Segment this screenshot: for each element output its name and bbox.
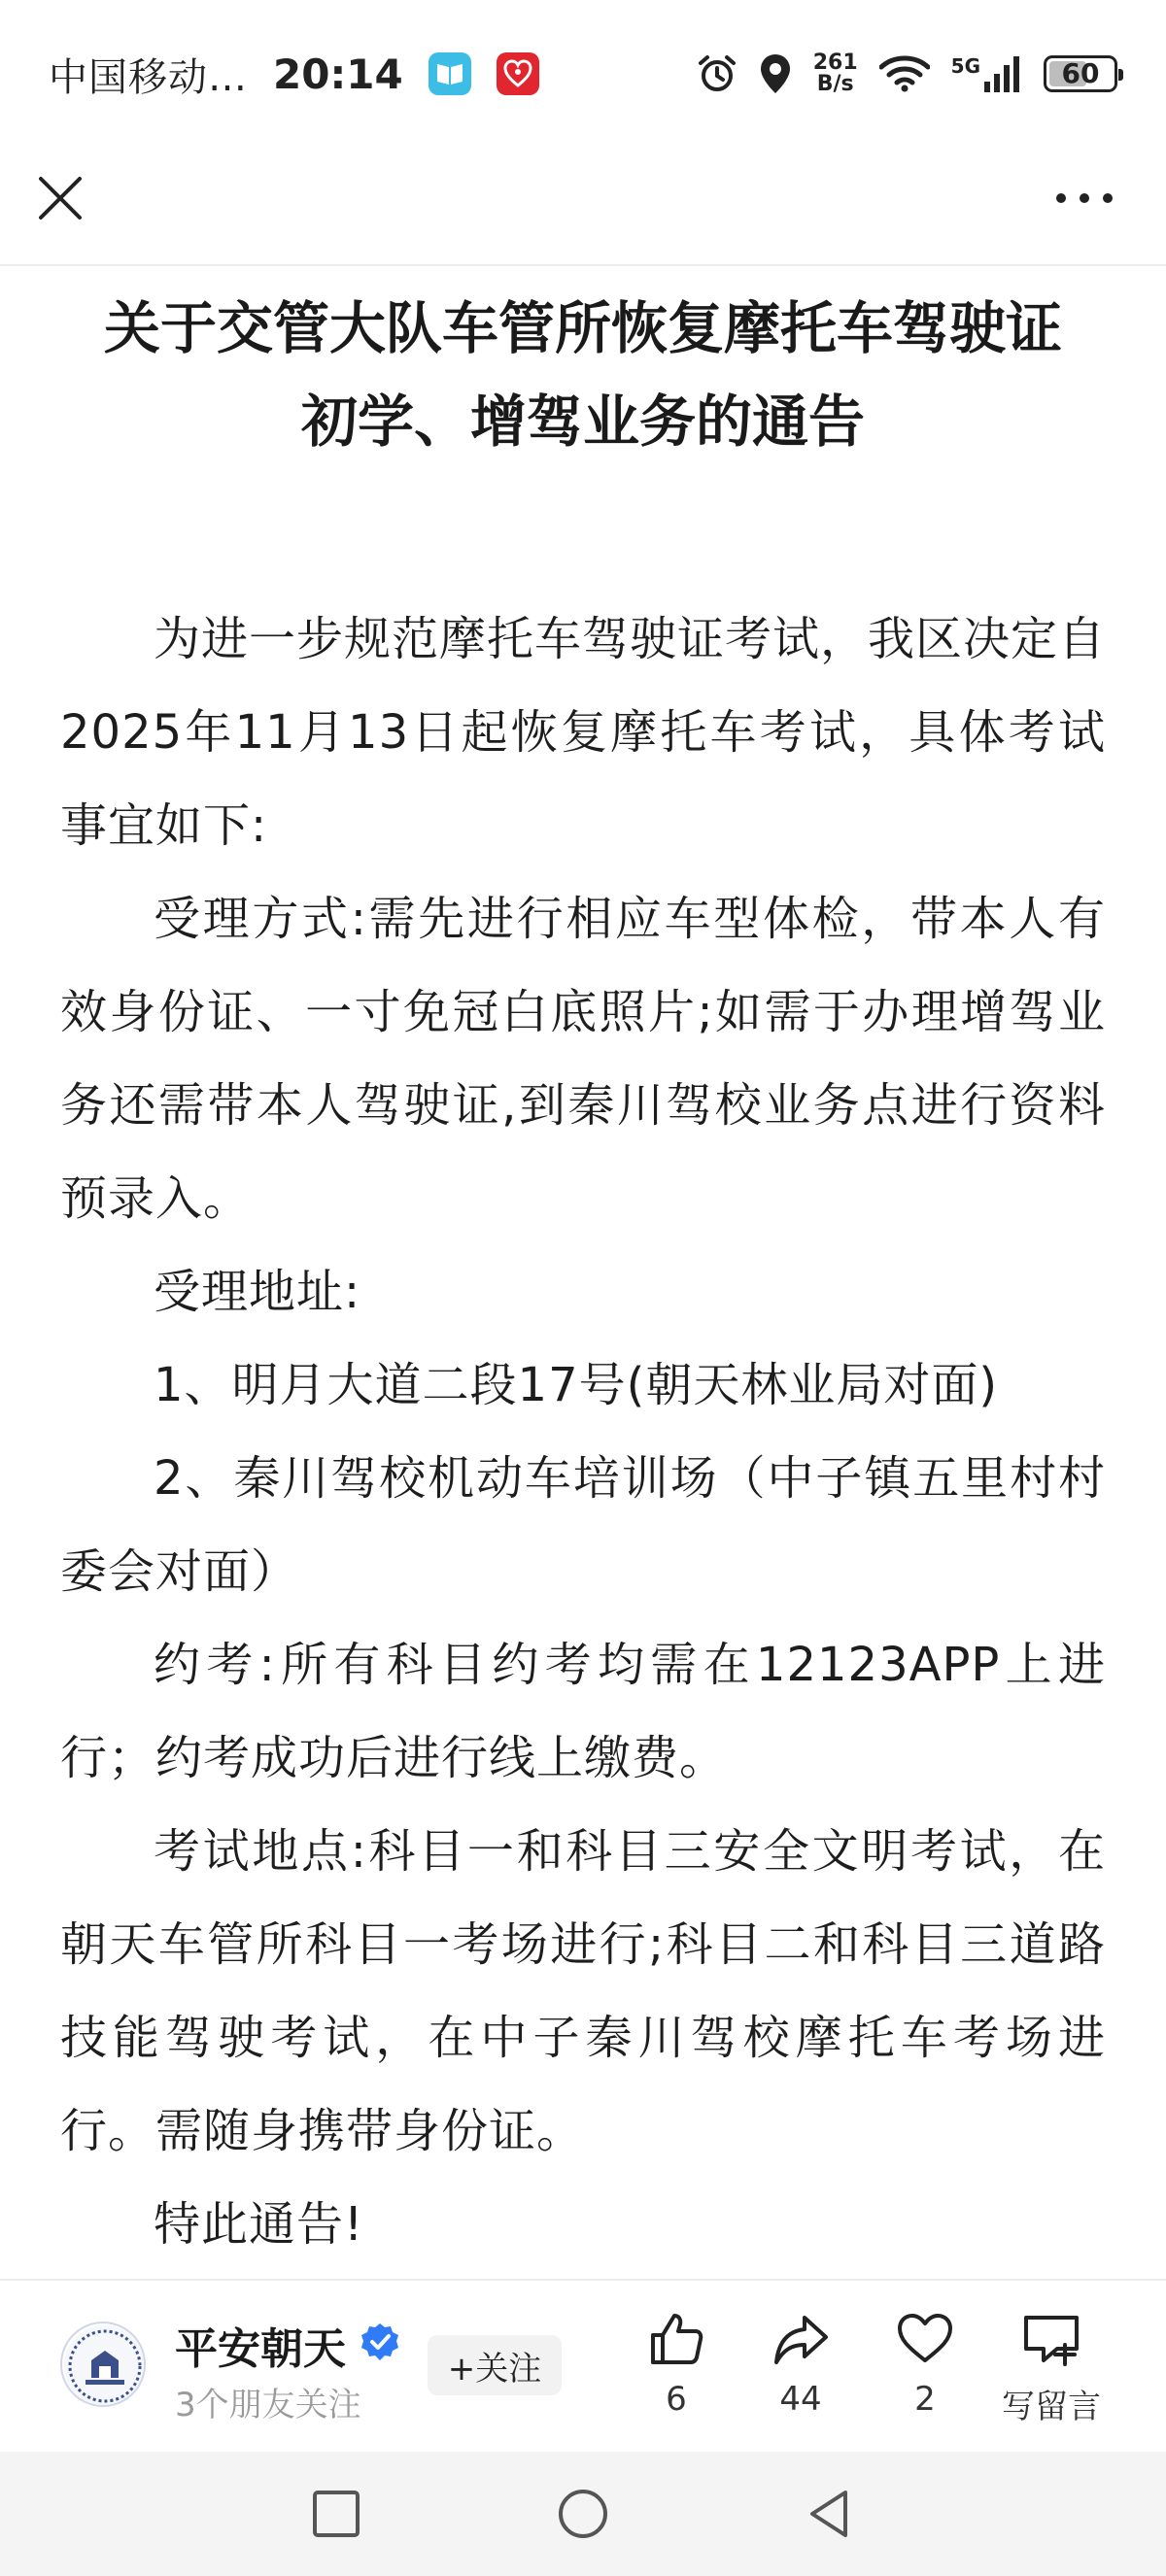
system-navigation-bar [0, 2452, 1166, 2576]
like-button[interactable] [618, 2310, 735, 2419]
alarm-icon [697, 53, 737, 94]
battery-icon [1044, 55, 1117, 92]
article-paragraph: 为进一步规范摩托车驾驶证考试，我区决定自2025年11月13日起恢复摩托车考试，具体考试事宜如下: [60, 612, 1107, 853]
share-arrow-icon [772, 2310, 830, 2368]
net-speed-unit: B/s [816, 72, 854, 96]
carrier-name: 中国移动… [49, 54, 248, 100]
book-app-icon [429, 52, 471, 95]
article-action-bar [0, 2279, 1166, 2452]
article-paragraph: 受理方式:需先进行相应车型体检，带本人有效身份证、一寸免冠白底照片;如需于办理增驾业务还需带本人驾驶证,到秦川驾校业务点进行资料预录入。 [60, 892, 1106, 1226]
article-title-line-1: 关于交管大队车管所恢复摩托车驾驶证 [103, 295, 1062, 361]
status-bar [0, 0, 1166, 148]
heart-icon [896, 2310, 954, 2368]
thumbs-up-icon [647, 2310, 705, 2368]
favorite-button[interactable] [867, 2310, 983, 2419]
comment-add-icon [1020, 2310, 1082, 2368]
more-icon[interactable] [1053, 177, 1115, 220]
like-count: 6 [666, 2380, 687, 2419]
nav-bar [0, 148, 1166, 266]
network-type: 5G [950, 54, 980, 78]
article-paragraph: 特此通告! [154, 2197, 364, 2252]
follow-button[interactable]: +关注 [428, 2335, 562, 2395]
wifi-icon [879, 54, 930, 93]
verified-icon [360, 2322, 400, 2362]
favorite-count: 2 [914, 2380, 936, 2419]
write-comment-label: 写留言 [1002, 2388, 1101, 2426]
net-speed-value: 261 [812, 51, 858, 75]
article-body [0, 593, 1166, 2271]
battery-level: 60 [1061, 57, 1100, 89]
account-name[interactable]: 平安朝天 [175, 2324, 346, 2374]
account-avatar[interactable] [60, 2322, 146, 2407]
share-button[interactable] [742, 2310, 859, 2419]
share-count: 44 [779, 2380, 822, 2419]
red-app-icon [497, 52, 539, 95]
article-paragraph: 约考:所有科目约考均需在12123APP上进行；约考成功后进行线上缴费。 [60, 1638, 1106, 1785]
article-paragraph: 1、明月大道二段17号(朝天林业局对面) [154, 1358, 999, 1412]
article-paragraph: 考试地点:科目一和科目三安全文明考试，在朝天车管所科目一考场进行;科目二和科目三道路技能驾驶考试，在中子秦川驾校摩托车考场进行。需随身携带身份证。 [60, 1824, 1106, 2158]
close-icon[interactable] [35, 173, 86, 223]
home-icon[interactable] [556, 2487, 610, 2541]
article-title-line-2: 初学、增驾业务的通告 [300, 389, 865, 455]
status-left [49, 47, 539, 102]
article-paragraph: 受理地址: [154, 1265, 361, 1319]
article [0, 282, 1166, 2271]
article-title [0, 282, 1166, 468]
friends-following-count: 3个朋友关注 [175, 2386, 361, 2424]
signal-icon [951, 54, 1022, 93]
status-time: 20:14 [273, 50, 403, 98]
status-right [697, 52, 1117, 95]
back-icon[interactable] [803, 2487, 857, 2541]
write-comment-button[interactable] [991, 2310, 1112, 2427]
net-speed [813, 52, 858, 95]
location-icon [759, 52, 792, 95]
article-paragraph: 2、秦川驾校机动车培训场（中子镇五里村村委会对面） [60, 1451, 1106, 1599]
recent-apps-icon[interactable] [309, 2487, 363, 2541]
